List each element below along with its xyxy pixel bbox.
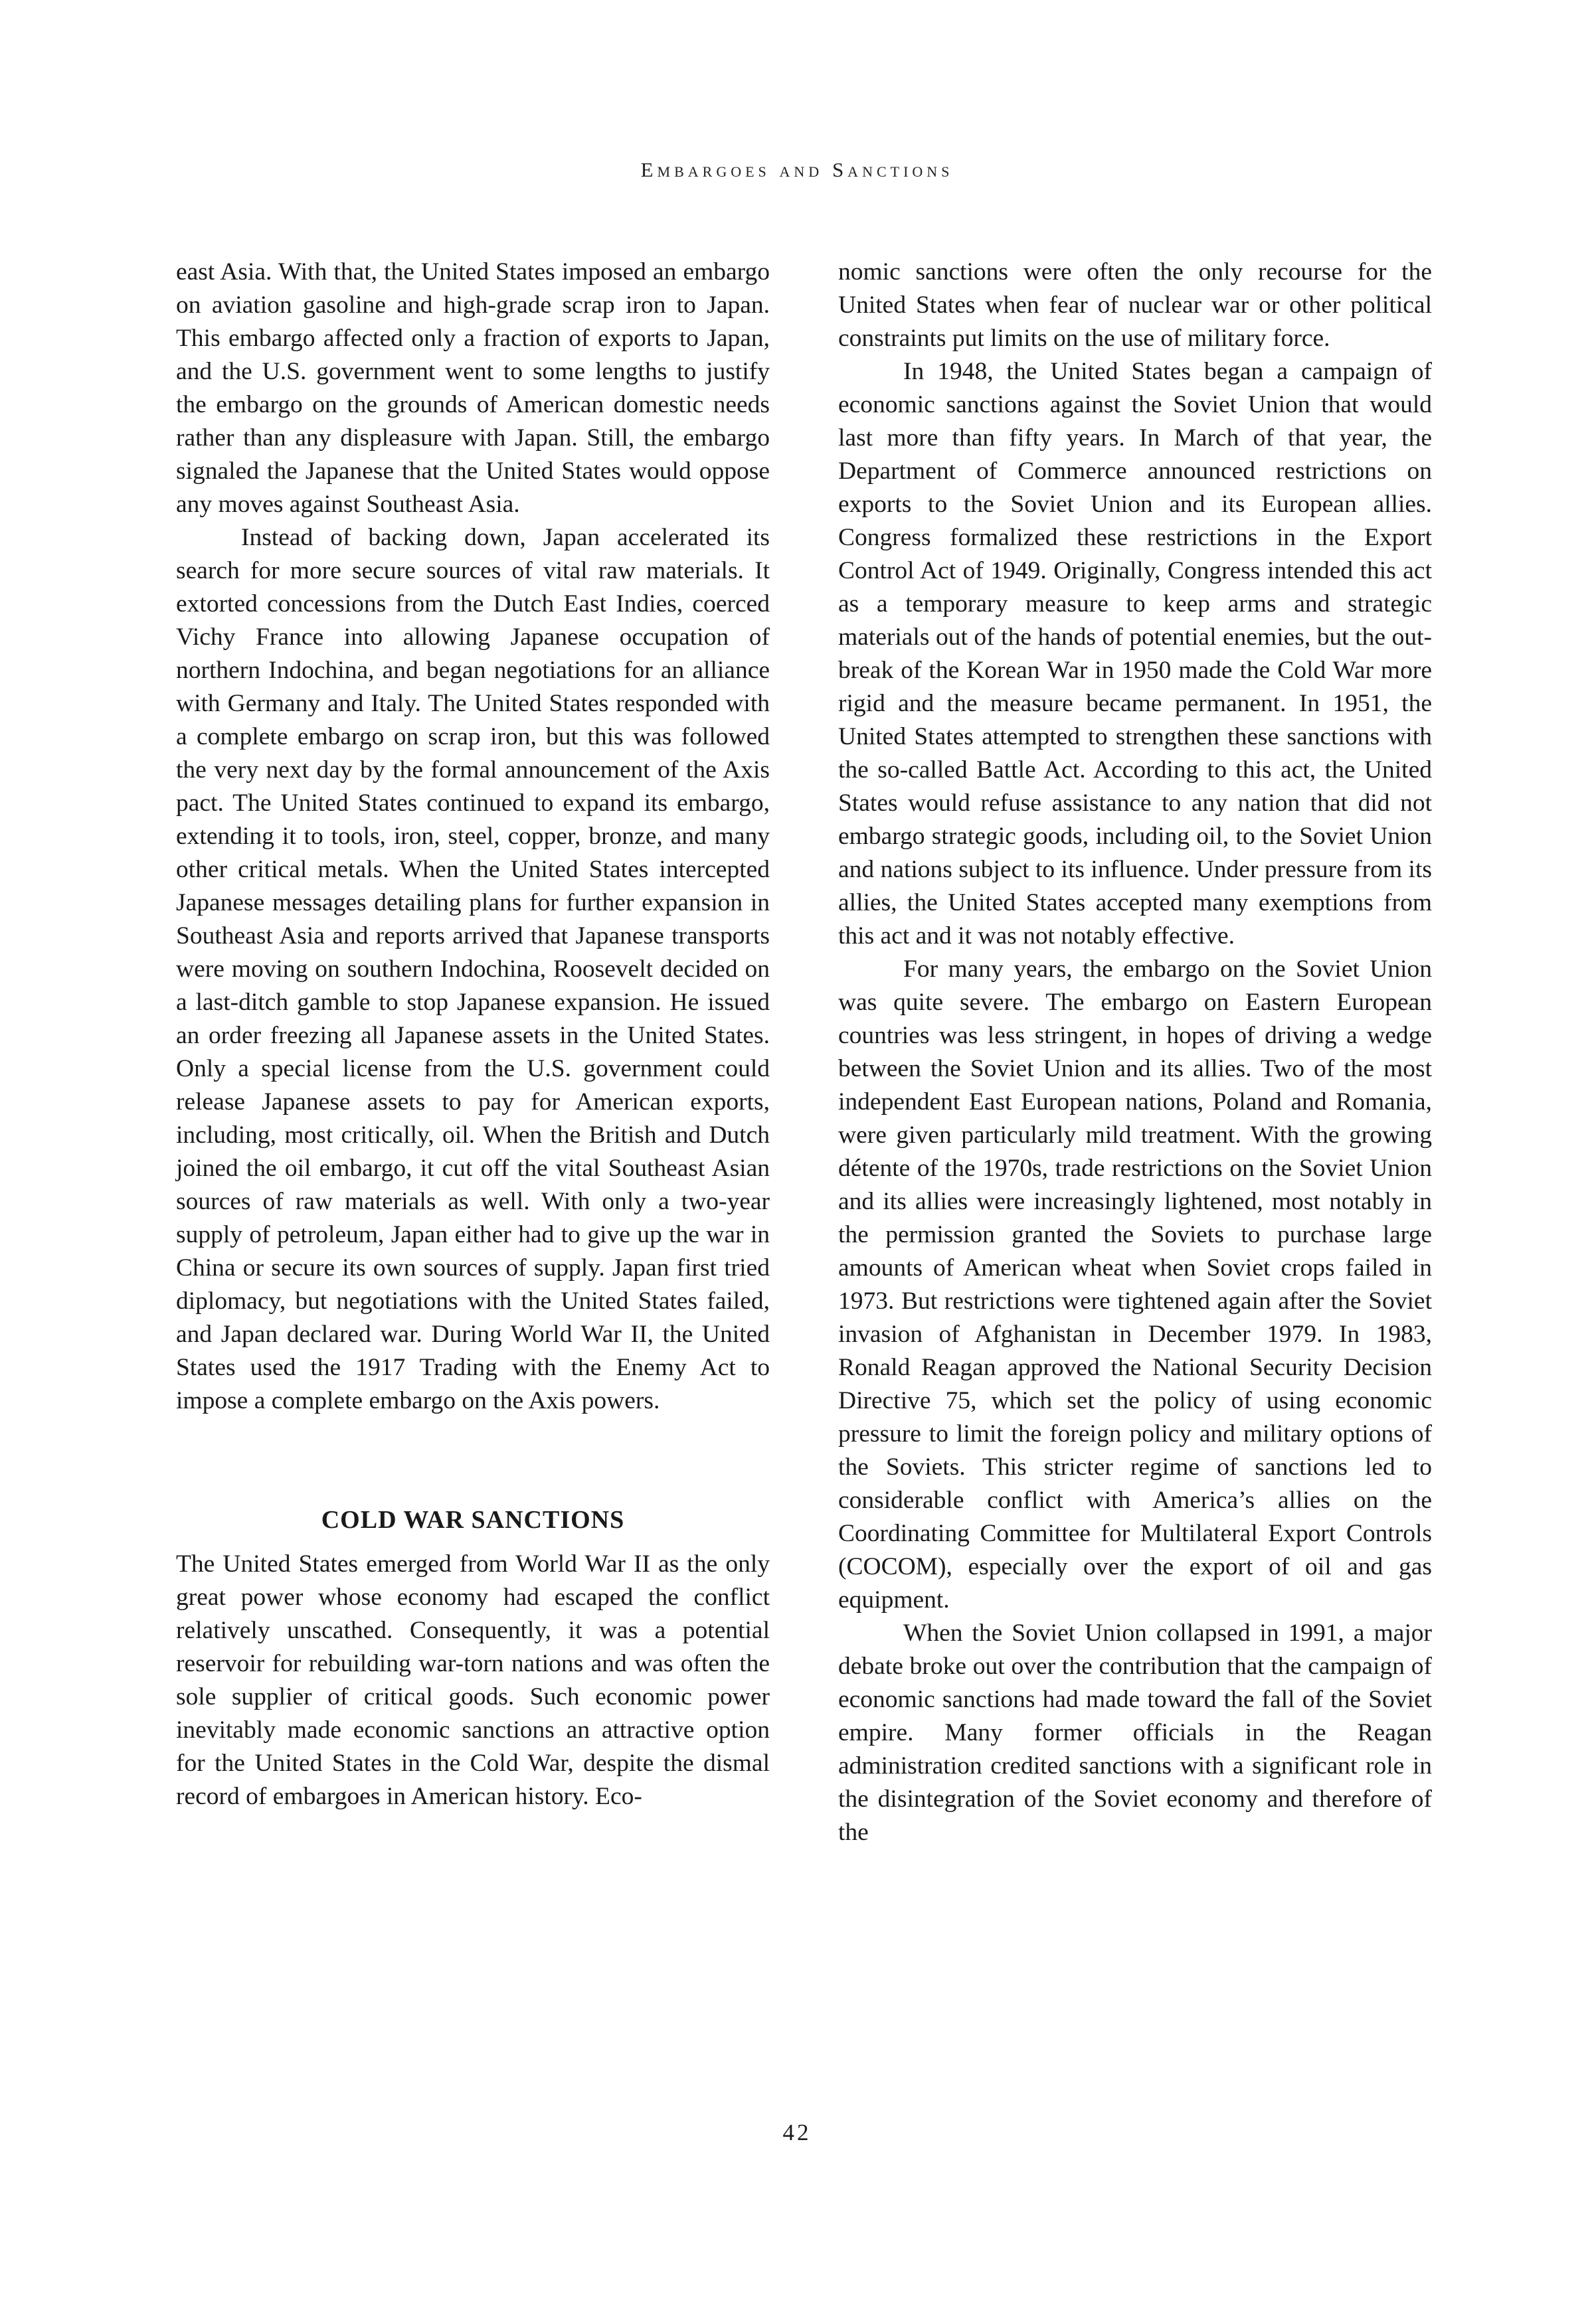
page-number: 42 [782,2119,812,2145]
right-column [838,256,1432,1849]
left-column [176,256,770,1813]
paragraph: Instead of backing down, Japan accelerated its search for more secure sources of vital raw materials. It extorted concessions from the Dutch East Indies, coerced Vichy France into allowing Japanese occupation of northern Indochina, and began negotiations for an alliance with Germany and Italy. The United States responded with a complete embargo on scrap iron, but this was followed the very next day by the formal announcement of the Axis pact. The United States continued to expand its embargo, extending it to tools, iron, steel, copper, bronze, and many other critical metals. When the United States intercepted Japanese messages detailing plans for further expansion in Southeast Asia and reports arrived that Japanese transports were moving on southern Indochina, Roosevelt decided on a last-ditch gamble to stop Japanese expansion. He issued an order freezing all Japanese assets in the United States. Only a special license from the U.S. government could release Japanese assets to pay for American exports, including, most critically, oil. When the British and Dutch joined the oil embargo, it cut off the vital Southeast Asian sources of raw materials as well. With only a two-year supply of petroleum, Japan either had to give up the war in China or secure its own sources of supply. Japan first tried diplomacy, but negotiations with the United States failed, and Japan declared war. During World War II, the United States used the 1917 Trading with the Enemy Act to impose a complete embargo on the Axis powers. [176,524,770,1414]
paragraph: The United States emerged from World War II as the only great power whose economy had escaped the conflict relatively unscathed. Consequently, it was a potential reservoir for rebuilding war-torn nations and was often the sole supplier of critical goods. Such economic power inevitably made economic sanctions an attractive option for the United States in the Cold War, despite the dismal record of embargoes in American history. Eco- [176,1550,770,1810]
paragraph: east Asia. With that, the United States imposed an embargo on aviation gasoline and high-grade scrap iron to Japan. This embargo affected only a fraction of exports to Japan, and the U.S. government went to some lengths to justify the embargo on the grounds of American domestic needs rather than any displeasure with Japan. Still, the embargo signaled the Japanese that the United States would oppose any moves against Southeast Asia. [176,258,770,518]
paragraph: In 1948, the United States began a campaign of economic sanctions against the Soviet Union that would last more than fifty years. In March of that year, the Department of Commerce announced restrictions on exports to the Soviet Union and its European allies. Congress formalized these restrictions in the Export Control Act of 1949. Originally, Congress intended this act as a temporary measure to keep arms and strategic materials out of the hands of potential enemies, but the outbreak of the Korean War in 1950 made the Cold War more rigid and the measure became permanent. In 1951, the United States attempted to strengthen these sanctions with the so-called Battle Act. According to this act, the United States would refuse assistance to any nation that did not embargo strategic goods, including oil, to the Soviet Union and nations subject to its influence. Under pressure from its allies, the United States accepted many exemptions from this act and it was not notably effective. [838,358,1432,950]
paragraph: When the Soviet Union collapsed in 1991, a major debate broke out over the contribution that the campaign of economic sanctions had made toward the fall of the Soviet empire. Many former officials in the Reagan administration credited sanctions with a significant role in the disintegration of the Soviet economy and therefore of the [838,1619,1432,1846]
section-heading: COLD WAR SANCTIONS [321,1506,625,1534]
paragraph: nomic sanctions were often the only recourse for the United States when fear of nuclear war or other political constraints put limits on the use of military force. [838,258,1432,352]
running-head: Embargoes and Sanctions [640,158,954,181]
section-spacer [176,1418,770,1492]
paragraph: For many years, the embargo on the Soviet Union was quite severe. The embargo on Eastern European countries was less stringent, in hopes of driving a wedge between the Soviet Union and its allies. Two of the most independent East European nations, Poland and Romania, were given particularly mild treatment. With the growing détente of the 1970s, trade restrictions on the Soviet Union and its allies were increasingly lightened, most notably in the permission granted the Soviets to purchase large amounts of American wheat when Soviet crops failed in 1973. But restrictions were tightened again after the Soviet invasion of Afghanistan in December 1979. In 1983, Ronald Reagan approved the National Security Decision Directive 75, which set the policy of using economic pressure to limit the foreign policy and military options of the Soviets. This stricter regime of sanctions led to considerable conflict with America’s allies on the Coordinating Committee for Multilateral Export Controls (COCOM), especially over the export of oil and gas equipment. [838,955,1432,1614]
